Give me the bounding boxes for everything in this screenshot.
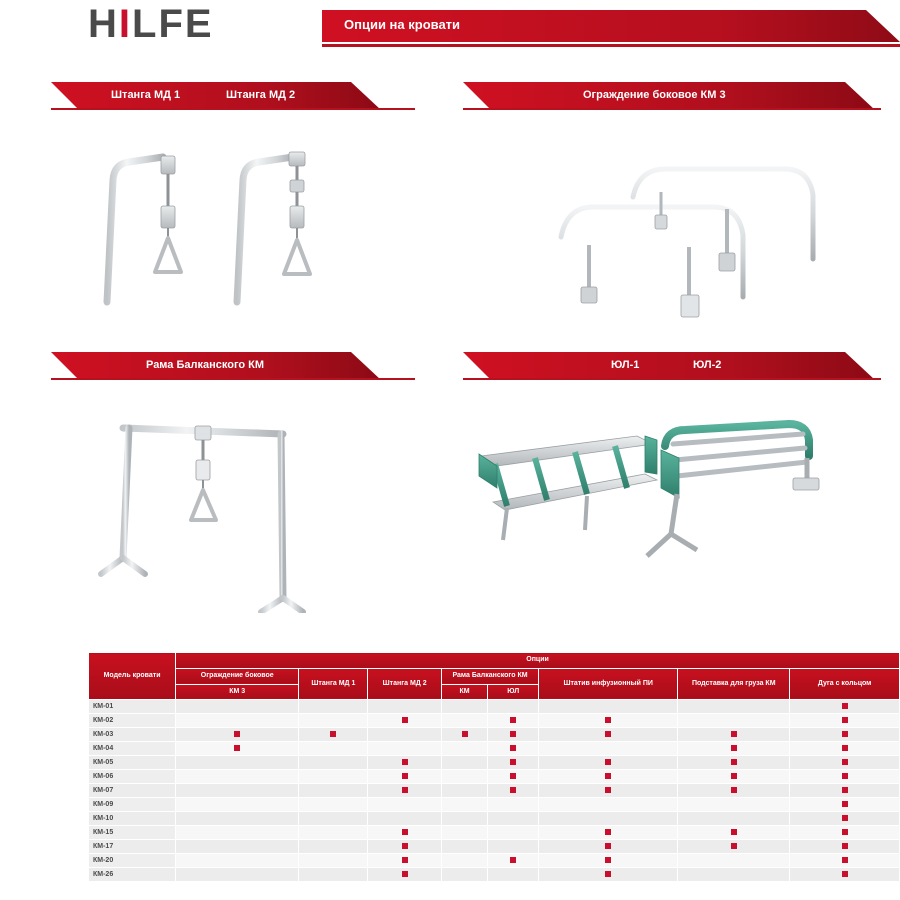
- table-cell-model: КМ-26: [89, 868, 176, 882]
- table-cell-mark-off: [488, 700, 539, 714]
- availability-dot-icon: [605, 787, 611, 793]
- panel-shtanga-label-2: Штанга МД 2: [226, 89, 296, 101]
- table-cell-mark-off: [368, 700, 442, 714]
- table-cell-mark-on: [790, 784, 900, 798]
- availability-dot-icon: [402, 773, 408, 779]
- col-header-0-top: Ограждение боковое: [176, 668, 299, 684]
- table-cell-mark-off: [441, 742, 487, 756]
- table-cell-mark-on: [790, 854, 900, 868]
- availability-dot-icon: [510, 773, 516, 779]
- table-cell-mark-off: [176, 700, 299, 714]
- panel-ograzhdenie-rule: [463, 108, 881, 110]
- table-cell-mark-off: [488, 868, 539, 882]
- table-cell-mark-on: [539, 826, 678, 840]
- availability-dot-icon: [402, 717, 408, 723]
- table-cell-mark-off: [488, 812, 539, 826]
- panel-yub-ribbon: [463, 352, 875, 380]
- table-cell-mark-on: [678, 728, 790, 742]
- availability-dot-icon: [330, 731, 336, 737]
- table-cell-mark-off: [368, 728, 442, 742]
- table-cell-mark-off: [441, 826, 487, 840]
- table-cell-mark-on: [678, 770, 790, 784]
- table-cell-mark-on: [678, 826, 790, 840]
- table-cell-mark-off: [299, 742, 368, 756]
- availability-dot-icon: [605, 857, 611, 863]
- availability-dot-icon: [842, 703, 848, 709]
- panel-ograzhdenie: [457, 82, 877, 322]
- table-cell-mark-off: [176, 770, 299, 784]
- table-row: [89, 826, 900, 840]
- table-cell-mark-on: [678, 742, 790, 756]
- table-row: [89, 728, 900, 742]
- table-cell-mark-off: [176, 756, 299, 770]
- col-header-6: Подставка для груза КМ: [678, 668, 790, 700]
- logo-letter-rest: LFE: [132, 2, 214, 46]
- header-underline: [322, 44, 900, 47]
- availability-dot-icon: [605, 829, 611, 835]
- availability-dot-icon: [842, 815, 848, 821]
- col-header-1: Штанга МД 1: [299, 668, 368, 700]
- table-cell-mark-off: [299, 854, 368, 868]
- table-cell-model: КМ-02: [89, 714, 176, 728]
- table-cell-mark-on: [488, 742, 539, 756]
- table-row: [89, 700, 900, 714]
- table-cell-mark-on: [368, 714, 442, 728]
- table-cell-mark-off: [299, 840, 368, 854]
- table-cell-mark-off: [488, 798, 539, 812]
- header-title-bar: [322, 10, 900, 42]
- table-cell-mark-on: [488, 784, 539, 798]
- table-cell-mark-on: [790, 714, 900, 728]
- table-head: [89, 653, 900, 700]
- availability-dot-icon: [605, 717, 611, 723]
- table-row: [89, 840, 900, 854]
- table-cell-mark-on: [368, 770, 442, 784]
- availability-dot-icon: [842, 759, 848, 765]
- col-header-0-bottom: КМ 3: [176, 684, 299, 700]
- availability-dot-icon: [842, 857, 848, 863]
- table-cell-mark-off: [539, 742, 678, 756]
- table-cell-mark-off: [299, 784, 368, 798]
- table-cell-model: КМ-07: [89, 784, 176, 798]
- table-cell-mark-on: [539, 840, 678, 854]
- availability-dot-icon: [731, 843, 737, 849]
- table-cell-mark-off: [299, 714, 368, 728]
- table-cell-model: КМ-04: [89, 742, 176, 756]
- panel-shtanga: [45, 82, 415, 322]
- panel-ograzhdenie-image: [537, 137, 857, 337]
- panel-yub-rule: [463, 378, 881, 380]
- table-row: [89, 756, 900, 770]
- col-group-header: Опции: [176, 653, 900, 669]
- availability-dot-icon: [462, 731, 468, 737]
- table-cell-mark-on: [441, 728, 487, 742]
- availability-dot-icon: [842, 773, 848, 779]
- availability-dot-icon: [605, 759, 611, 765]
- availability-dot-icon: [842, 787, 848, 793]
- table-cell-mark-on: [488, 770, 539, 784]
- page-title: Опции на кровати: [344, 17, 461, 32]
- panel-rama-image: [85, 398, 365, 613]
- table-cell-mark-off: [176, 812, 299, 826]
- table-cell-mark-off: [176, 840, 299, 854]
- availability-dot-icon: [402, 857, 408, 863]
- table-row: [89, 854, 900, 868]
- table-cell-mark-on: [488, 714, 539, 728]
- table-cell-mark-off: [678, 714, 790, 728]
- table-row: [89, 868, 900, 882]
- table-cell-mark-on: [539, 756, 678, 770]
- table-cell-mark-on: [790, 770, 900, 784]
- table-cell-mark-off: [176, 784, 299, 798]
- table-cell-model: КМ-17: [89, 840, 176, 854]
- table-cell-mark-off: [539, 798, 678, 812]
- table-cell-mark-on: [299, 728, 368, 742]
- table-cell-mark-off: [441, 756, 487, 770]
- table-row: [89, 784, 900, 798]
- col-header-3-top: Рама Балканского КМ: [441, 668, 538, 684]
- panel-rama: [45, 352, 415, 617]
- availability-dot-icon: [402, 829, 408, 835]
- availability-dot-icon: [234, 731, 240, 737]
- table-cell-mark-on: [678, 756, 790, 770]
- availability-dot-icon: [605, 773, 611, 779]
- table-cell-mark-off: [441, 854, 487, 868]
- table-cell-model: КМ-01: [89, 700, 176, 714]
- brand-logo: [88, 2, 214, 47]
- table-cell-model: КМ-09: [89, 798, 176, 812]
- table-cell-mark-on: [790, 728, 900, 742]
- table-cell-mark-on: [790, 812, 900, 826]
- availability-dot-icon: [510, 787, 516, 793]
- availability-dot-icon: [605, 731, 611, 737]
- availability-dot-icon: [842, 871, 848, 877]
- table-cell-mark-on: [678, 840, 790, 854]
- table-cell-mark-on: [368, 826, 442, 840]
- table-cell-mark-on: [368, 854, 442, 868]
- table-cell-mark-off: [176, 854, 299, 868]
- table-row: [89, 798, 900, 812]
- availability-dot-icon: [731, 759, 737, 765]
- availability-dot-icon: [731, 829, 737, 835]
- table-cell-model: КМ-05: [89, 756, 176, 770]
- col-header-5-top: Штатив инфузионный ПИ: [539, 668, 678, 700]
- panel-rama-label: Рама Балканского КМ: [146, 359, 265, 371]
- table-body: [89, 700, 900, 882]
- panel-ograzhdenie-label: Ограждение боковое КМ 3: [583, 89, 726, 101]
- table-cell-mark-off: [441, 868, 487, 882]
- table-cell-mark-off: [176, 868, 299, 882]
- table-cell-mark-off: [368, 812, 442, 826]
- table-head-row-1: [89, 653, 900, 669]
- table-cell-mark-off: [678, 868, 790, 882]
- table-cell-mark-off: [368, 798, 442, 812]
- availability-dot-icon: [731, 787, 737, 793]
- table-cell-mark-on: [488, 756, 539, 770]
- availability-dot-icon: [731, 773, 737, 779]
- table-cell-mark-off: [299, 756, 368, 770]
- table-cell-mark-on: [790, 798, 900, 812]
- availability-dot-icon: [510, 857, 516, 863]
- col-header-3-bottom: КМ: [441, 684, 487, 700]
- panel-shtanga-image: [85, 120, 375, 320]
- table-cell-mark-off: [299, 798, 368, 812]
- panel-rama-ribbon: [51, 352, 381, 380]
- table-cell-mark-off: [441, 770, 487, 784]
- table-cell-mark-on: [368, 868, 442, 882]
- table-cell-mark-on: [790, 700, 900, 714]
- table-cell-mark-on: [539, 854, 678, 868]
- availability-dot-icon: [234, 745, 240, 751]
- table-cell-model: КМ-15: [89, 826, 176, 840]
- col-header-4-bottom: ЮЛ: [488, 684, 539, 700]
- table-cell-mark-off: [488, 826, 539, 840]
- panel-shtanga-rule: [51, 108, 415, 110]
- table-cell-mark-off: [539, 700, 678, 714]
- col-model-header: Модель кровати: [89, 653, 176, 700]
- table-cell-model: КМ-06: [89, 770, 176, 784]
- table-cell-mark-on: [176, 742, 299, 756]
- table-cell-mark-off: [441, 714, 487, 728]
- table-cell-mark-on: [488, 728, 539, 742]
- availability-dot-icon: [842, 843, 848, 849]
- table-row: [89, 714, 900, 728]
- table-cell-mark-off: [299, 826, 368, 840]
- availability-dot-icon: [510, 745, 516, 751]
- table-cell-mark-off: [678, 798, 790, 812]
- availability-dot-icon: [402, 787, 408, 793]
- table-cell-mark-on: [790, 840, 900, 854]
- table-cell-model: КМ-20: [89, 854, 176, 868]
- panel-yub: [457, 352, 877, 617]
- table-cell-mark-on: [790, 826, 900, 840]
- availability-dot-icon: [510, 717, 516, 723]
- table-cell-mark-off: [299, 868, 368, 882]
- logo-letter-i: I: [118, 2, 133, 46]
- availability-dot-icon: [510, 759, 516, 765]
- panel-rama-rule: [51, 378, 415, 380]
- availability-dot-icon: [605, 871, 611, 877]
- table-cell-mark-off: [176, 798, 299, 812]
- table-cell-mark-off: [678, 700, 790, 714]
- table-cell-mark-off: [441, 840, 487, 854]
- availability-dot-icon: [402, 759, 408, 765]
- availability-dot-icon: [731, 731, 737, 737]
- availability-dot-icon: [842, 731, 848, 737]
- table-cell-model: КМ-10: [89, 812, 176, 826]
- table-row: [89, 770, 900, 784]
- col-header-7: Дуга с кольцом: [790, 668, 900, 700]
- table-cell-mark-on: [176, 728, 299, 742]
- availability-dot-icon: [842, 801, 848, 807]
- panel-ograzhdenie-ribbon: [463, 82, 875, 110]
- table-cell-mark-on: [368, 756, 442, 770]
- table-cell-mark-off: [176, 826, 299, 840]
- table-cell-mark-on: [539, 770, 678, 784]
- table-cell-mark-off: [678, 812, 790, 826]
- table-cell-mark-off: [539, 812, 678, 826]
- page-header: [0, 0, 900, 50]
- table-cell-mark-on: [539, 868, 678, 882]
- table-cell-mark-off: [441, 700, 487, 714]
- table-cell-mark-off: [299, 812, 368, 826]
- availability-dot-icon: [842, 829, 848, 835]
- table-cell-mark-on: [790, 868, 900, 882]
- availability-dot-icon: [731, 745, 737, 751]
- availability-dot-icon: [402, 871, 408, 877]
- availability-dot-icon: [605, 843, 611, 849]
- table-row: [89, 812, 900, 826]
- table-cell-mark-on: [539, 714, 678, 728]
- table-cell-mark-off: [368, 742, 442, 756]
- availability-dot-icon: [510, 731, 516, 737]
- logo-letter-h: H: [88, 2, 119, 46]
- table-cell-mark-on: [790, 756, 900, 770]
- availability-dot-icon: [842, 717, 848, 723]
- table-cell-mark-on: [790, 742, 900, 756]
- table-cell-mark-on: [368, 840, 442, 854]
- table-cell-mark-on: [539, 728, 678, 742]
- col-header-2: Штанга МД 2: [368, 668, 442, 700]
- table-cell-mark-off: [488, 840, 539, 854]
- table-cell-mark-off: [441, 784, 487, 798]
- table-row: [89, 742, 900, 756]
- panel-yub-image: [467, 410, 877, 590]
- table-cell-mark-on: [678, 784, 790, 798]
- panel-shtanga-ribbon: [51, 82, 381, 110]
- panel-yub-label-2: ЮЛ-2: [693, 359, 722, 371]
- header-bar-notch: [866, 10, 900, 42]
- options-compatibility-table: [88, 652, 900, 882]
- panel-yub-label-1: ЮЛ-1: [611, 359, 640, 371]
- table-cell-mark-off: [441, 812, 487, 826]
- table-cell-mark-on: [488, 854, 539, 868]
- panel-shtanga-label-1: Штанга МД 1: [111, 89, 181, 101]
- table-cell-mark-off: [299, 770, 368, 784]
- table-cell-mark-off: [299, 700, 368, 714]
- table-cell-mark-off: [176, 714, 299, 728]
- table-cell-mark-on: [368, 784, 442, 798]
- table-cell-model: КМ-03: [89, 728, 176, 742]
- table-cell-mark-off: [678, 854, 790, 868]
- table-cell-mark-off: [441, 798, 487, 812]
- availability-dot-icon: [842, 745, 848, 751]
- availability-dot-icon: [402, 843, 408, 849]
- table-head-row-2: [89, 668, 900, 684]
- table-cell-mark-on: [539, 784, 678, 798]
